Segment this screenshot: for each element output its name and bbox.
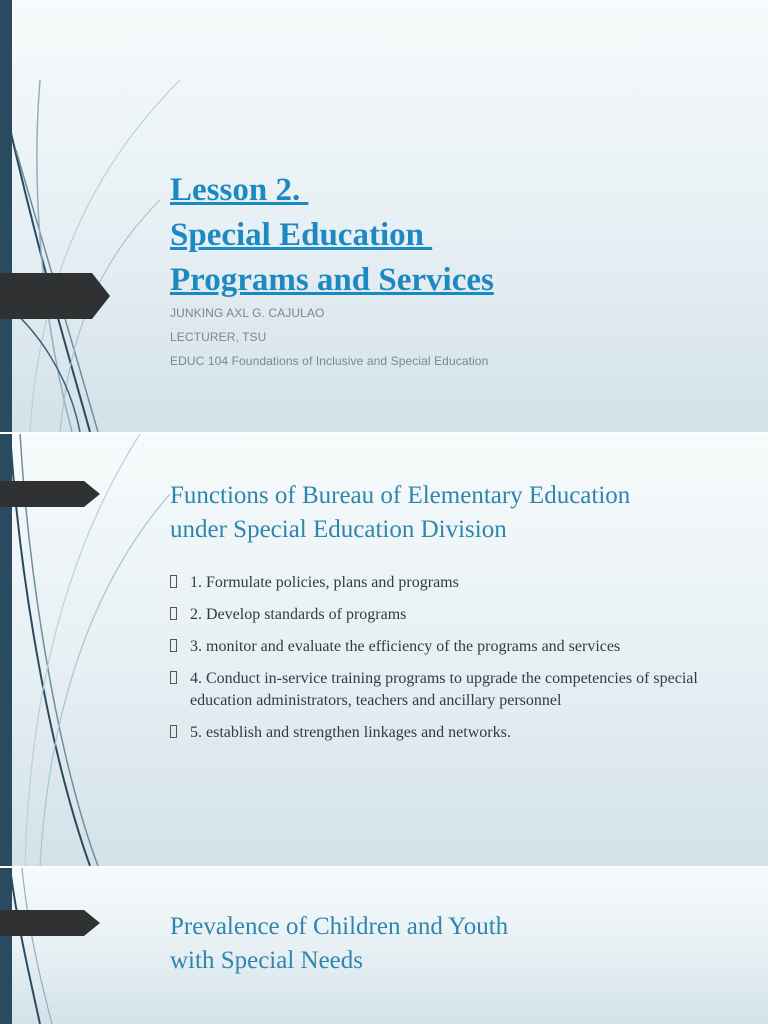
title-line: Programs and Services bbox=[170, 262, 494, 298]
heading-line: under Special Education Division bbox=[170, 516, 507, 543]
list-item-text: 2. Develop standards of programs bbox=[190, 606, 407, 623]
title-line: Lesson 2. bbox=[170, 172, 309, 208]
list-item-text: 1. Formulate policies, plans and programs bbox=[190, 574, 459, 591]
list-item-text: 5. establish and strengthen linkages and networks. bbox=[190, 724, 511, 741]
slide-2 bbox=[0, 434, 768, 866]
bullet-list bbox=[170, 572, 730, 754]
author-name: JUNKING AXL G. CAJULAO bbox=[170, 306, 325, 320]
author-role: LECTURER, TSU bbox=[170, 330, 267, 344]
list-item bbox=[170, 604, 730, 626]
slide-heading bbox=[170, 479, 630, 547]
course-name: EDUC 104 Foundations of Inclusive and Special Education bbox=[170, 354, 489, 368]
list-item bbox=[170, 572, 730, 594]
list-item bbox=[170, 668, 730, 712]
slide-3 bbox=[0, 868, 768, 1024]
slide-1 bbox=[0, 0, 768, 432]
heading-line: Prevalence of Children and Youth bbox=[170, 913, 509, 940]
slide-heading bbox=[170, 910, 508, 978]
missing-glyph-box-icon bbox=[170, 639, 177, 652]
arrow-tag-icon bbox=[0, 471, 110, 517]
missing-glyph-box-icon bbox=[170, 671, 177, 684]
title-line: Special Education bbox=[170, 217, 433, 253]
arrow-tag-icon bbox=[0, 900, 110, 946]
missing-glyph-box-icon bbox=[170, 725, 177, 738]
list-item bbox=[170, 722, 730, 744]
list-item-text: 3. monitor and evaluate the efficiency of the programs and services bbox=[190, 638, 621, 655]
arrow-tag-icon bbox=[0, 273, 110, 319]
slide-title bbox=[170, 168, 494, 303]
heading-line: with Special Needs bbox=[170, 947, 364, 974]
missing-glyph-box-icon bbox=[170, 575, 177, 588]
side-bar bbox=[0, 0, 12, 432]
missing-glyph-box-icon bbox=[170, 607, 177, 620]
side-bar bbox=[0, 868, 12, 1024]
heading-line: Functions of Bureau of Elementary Education bbox=[170, 482, 631, 509]
list-item-text: 4. Conduct in-service training programs to upgrade the competencies of special education administrators, teachers and ancillary personnel bbox=[190, 670, 698, 709]
list-item bbox=[170, 636, 730, 658]
